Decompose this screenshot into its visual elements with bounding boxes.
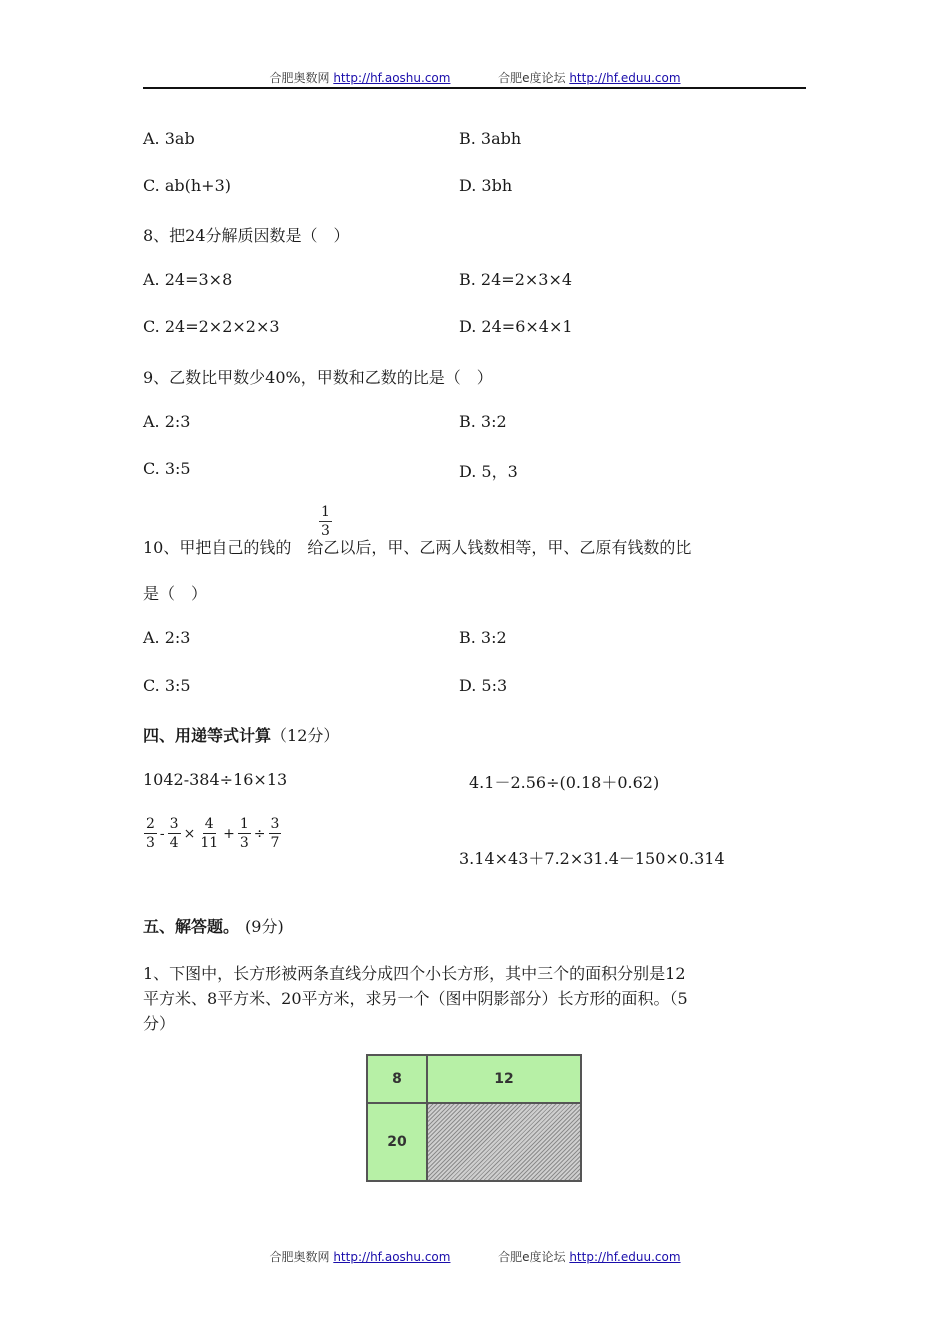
q7-option-c: C. ab(h+3) bbox=[143, 176, 231, 195]
header-link-aoshu[interactable]: http://hf.aoshu.com bbox=[333, 71, 451, 85]
footer-site1: 合肥奥数网 bbox=[269, 1250, 330, 1264]
figure-cell-top-right: 12 bbox=[494, 1071, 514, 1087]
page-header bbox=[0, 69, 950, 86]
header-rule bbox=[143, 87, 806, 89]
figure-horizontal-divider bbox=[368, 1102, 580, 1104]
q10-stem-line2: 是（ ） bbox=[143, 584, 208, 603]
q9-option-c: C. 3:5 bbox=[143, 459, 191, 478]
q9-option-b: B. 3:2 bbox=[459, 412, 507, 431]
section5-score: (9分) bbox=[245, 917, 284, 936]
expr3-frac-2: $\frac{3}{4}$ bbox=[169, 816, 179, 851]
calc-expr-1: 1042-384÷16×13 bbox=[143, 770, 288, 789]
expr3-frac-1: $\frac{2}{3}$ bbox=[146, 816, 155, 851]
footer-link-aoshu[interactable]: http://hf.aoshu.com bbox=[333, 1250, 451, 1264]
expr3-frac-4: $\frac{1}{3}$ bbox=[239, 816, 249, 851]
section5-heading bbox=[143, 914, 284, 937]
q10-option-a: A. 2:3 bbox=[143, 628, 191, 647]
q7-option-d: D. 3bh bbox=[459, 176, 513, 195]
q9-stem: 9、乙数比甲数少40%，甲数和乙数的比是（ ） bbox=[143, 368, 493, 387]
footer-link-eduu[interactable]: http://hf.eduu.com bbox=[569, 1250, 681, 1264]
section4-score: （12分） bbox=[271, 726, 340, 745]
calc-expr-3: $\frac{2}{3}$ - $\frac{3}{4}$ × $\frac{4}{11}$ + $\frac{1}{3}$ ÷ $\frac{3}{7}$ bbox=[146, 816, 280, 851]
q8-option-c: C. 24=2×2×2×3 bbox=[143, 317, 280, 336]
q10-stem-line1 bbox=[143, 535, 691, 558]
header-site2: 合肥e度论坛 bbox=[498, 71, 566, 85]
header-link-eduu[interactable]: http://hf.eduu.com bbox=[569, 71, 681, 85]
page-footer bbox=[0, 1248, 950, 1265]
calc-expr-4: 3.14×43＋7.2×31.4－150×0.314 bbox=[459, 849, 725, 868]
expr3-frac-3: $\frac{4}{11}$ bbox=[200, 816, 219, 851]
q8-option-b: B. 24=2×3×4 bbox=[459, 270, 573, 289]
q7-option-b: B. 3abh bbox=[459, 129, 522, 148]
q10-fraction-num: 1 bbox=[321, 504, 330, 520]
q10-stem-after: 给乙以后，甲、乙两人钱数相等，甲、乙原有钱数的比 bbox=[307, 538, 692, 557]
s5-q1-line3: 分） bbox=[143, 1014, 176, 1033]
header-site1: 合肥奥数网 bbox=[269, 71, 330, 85]
q9-option-a: A. 2:3 bbox=[143, 412, 191, 431]
section5-title: 五、解答题。 bbox=[143, 917, 240, 936]
figure-vertical-divider bbox=[426, 1056, 428, 1180]
footer-site2: 合肥e度论坛 bbox=[498, 1250, 566, 1264]
q10-fraction bbox=[319, 503, 332, 540]
figure-shaded-cell bbox=[428, 1104, 580, 1180]
q10-option-b: B. 3:2 bbox=[459, 628, 507, 647]
q8-option-d: D. 24=6×4×1 bbox=[459, 317, 573, 336]
section4-heading bbox=[143, 723, 339, 746]
q10-stem-before: 10、甲把自己的钱的 bbox=[143, 538, 292, 557]
section4-title: 四、用递等式计算 bbox=[143, 726, 272, 745]
q10-option-d: D. 5:3 bbox=[459, 676, 508, 695]
q10-fraction-den: 3 bbox=[321, 523, 330, 539]
s5-q1-line2: 平方米、8平方米、20平方米，求另一个（图中阴影部分）长方形的面积。（5 bbox=[143, 989, 688, 1008]
q7-option-a: A. 3ab bbox=[143, 129, 195, 148]
figure-cell-top-left: 8 bbox=[392, 1071, 402, 1087]
s5-q1-line1: 1、下图中，长方形被两条直线分成四个小长方形，其中三个的面积分别是12 bbox=[143, 964, 686, 983]
rectangle-figure bbox=[366, 1054, 582, 1182]
q9-option-d: D. 5，3 bbox=[459, 462, 518, 481]
q8-option-a: A. 24=3×8 bbox=[143, 270, 233, 289]
q8-stem: 8、把24分解质因数是（ ） bbox=[143, 226, 350, 245]
q10-option-c: C. 3:5 bbox=[143, 676, 191, 695]
figure-cell-bottom-left: 20 bbox=[387, 1134, 407, 1150]
calc-expr-2: 4.1－2.56÷(0.18＋0.62) bbox=[469, 773, 660, 792]
expr3-frac-5: $\frac{3}{7}$ bbox=[270, 816, 280, 851]
